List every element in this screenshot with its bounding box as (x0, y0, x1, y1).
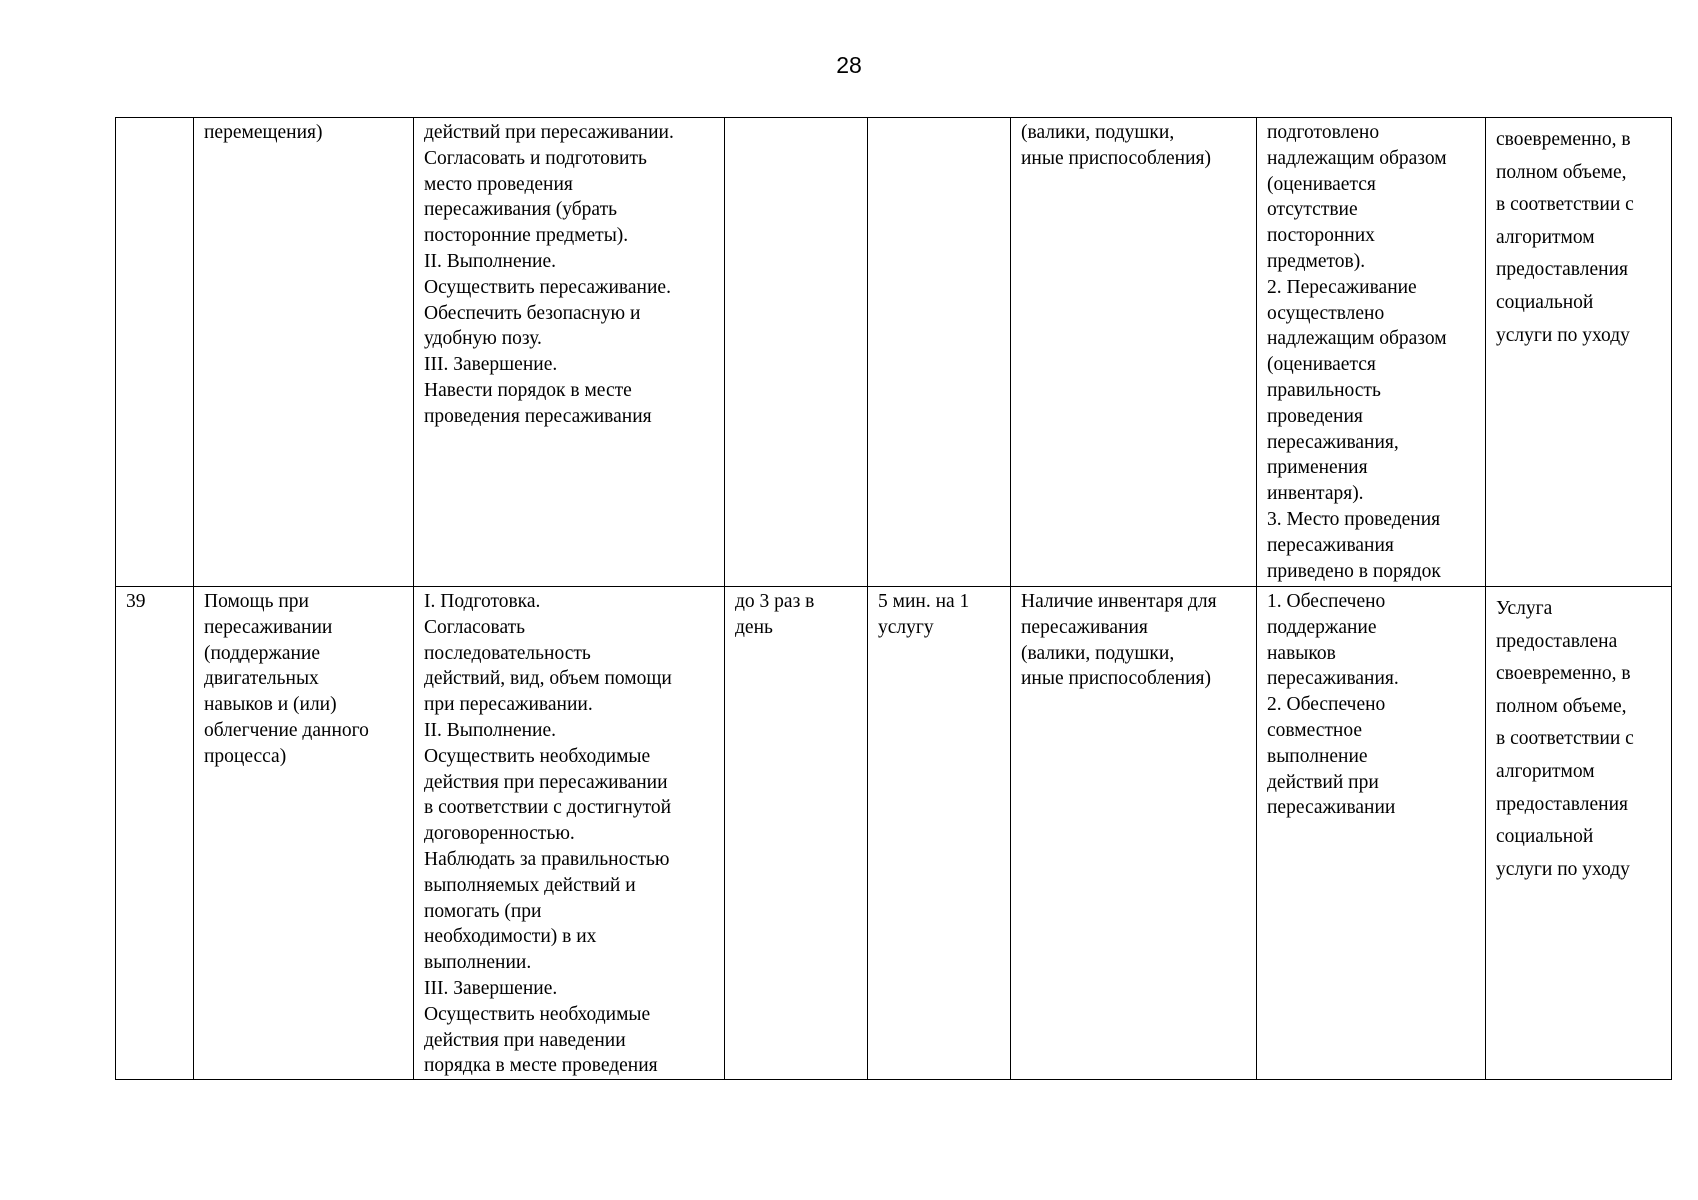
cell-indicators (1257, 118, 1486, 587)
cell-frequency (725, 587, 868, 1080)
cell-indicators (1257, 587, 1486, 1080)
cell-conditions (1011, 587, 1257, 1080)
cell-indicators-text: подготовлено надлежащим образом (оценивается отсутствие посторонних предметов). 2. Пересаживание осуществлено надлежащим образом (оценивается правильность проведения пересаживания, применения инвентаря). 3. Место проведения пересаживания приведено в порядок (1267, 122, 1447, 582)
cell-service-name (194, 118, 414, 587)
cell-result-text: Услуга предоставлена своевременно, в полном объеме, в соответствии с алгоритмом предоставления социальной услуги по уходу (1496, 598, 1634, 880)
cell-description-text: действий при пересаживании. Согласовать и подготовить место проведения пересаживания (убрать посторонние предметы). II. Выполнение. Осуществить пересаживание. Обеспечить безопасную и удобную позу. III. Завершение. Навести порядок в месте проведения пересаживания (424, 122, 674, 427)
cell-conditions (1011, 118, 1257, 587)
cell-description (414, 118, 725, 587)
cell-frequency-text: до 3 раз в день (735, 591, 815, 638)
services-table (115, 117, 1672, 1080)
cell-duration (868, 587, 1011, 1080)
cell-service-name (194, 587, 414, 1080)
cell-indicators-text: 1. Обеспечено поддержание навыков пересаживания. 2. Обеспечено совместное выполнение действий при пересаживании (1267, 591, 1399, 819)
cell-duration-text: 5 мин. на 1 услугу (878, 591, 970, 638)
cell-number (116, 587, 194, 1080)
cell-conditions-text: Наличие инвентаря для пересаживания (валики, подушки, иные приспособления) (1021, 591, 1217, 690)
cell-service-name-text: перемещения) (204, 122, 323, 143)
cell-conditions-text: (валики, подушки, иные приспособления) (1021, 122, 1212, 169)
page-number: 28 (836, 52, 862, 78)
cell-number-text: 39 (126, 591, 146, 612)
cell-frequency (725, 118, 868, 587)
cell-description (414, 587, 725, 1080)
cell-description-text: I. Подготовка. Согласовать последовательность действий, вид, объем помощи при пересаживании. II. Выполнение. Осуществить необходимые действия при пересаживании в соответствии с достигнутой договоренностью. Наблюдать за правильностью выполняемых действий и помогать (при необходимости) в их выполнении. III. Завершение. Осуществить необходимые действия при наведении порядка в месте проведения (424, 591, 672, 1077)
cell-result (1486, 587, 1672, 1080)
cell-service-name-text: Помощь при пересаживании (поддержание двигательных навыков и (или) облегчение данного процесса) (204, 591, 369, 767)
cell-result-text: своевременно, в полном объеме, в соответствии с алгоритмом предоставления социальной услуги по уходу (1496, 129, 1634, 346)
cell-duration (868, 118, 1011, 587)
table-row (116, 118, 1672, 587)
table-row (116, 587, 1672, 1080)
cell-number (116, 118, 194, 587)
cell-result (1486, 118, 1672, 587)
